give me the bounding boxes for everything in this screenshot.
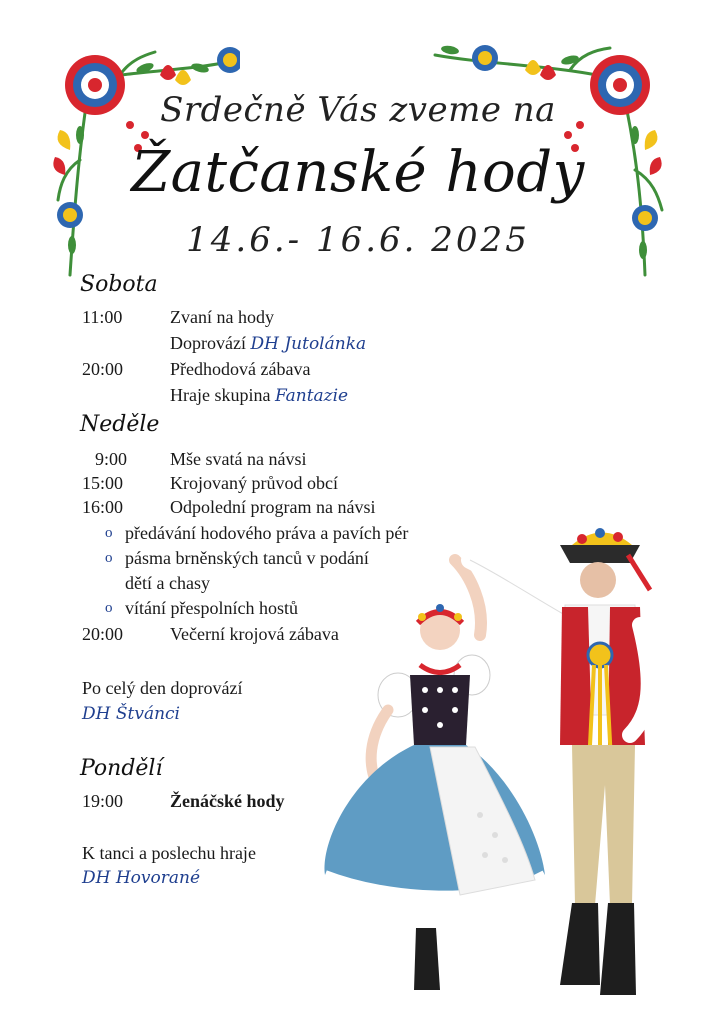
schedule-event-detail bbox=[170, 332, 366, 355]
schedule-time: 15:00 bbox=[82, 473, 124, 493]
band-name: DH Jutolánka bbox=[250, 334, 367, 354]
event-dates: 14.6.- 16.6. 2025 bbox=[186, 220, 530, 260]
event-title: Žatčanské hody bbox=[131, 140, 585, 205]
schedule-time: 19:00 bbox=[82, 791, 124, 811]
female-dancer bbox=[324, 560, 545, 990]
day-heading-saturday: Sobota bbox=[80, 272, 158, 297]
schedule-event: Odpolední program na návsi bbox=[170, 497, 376, 517]
accompaniment-label: Doprovází bbox=[170, 333, 246, 353]
band-name: Fantazie bbox=[274, 386, 349, 406]
schedule-time: 9:00 bbox=[95, 449, 128, 469]
schedule-time: 20:00 bbox=[82, 624, 124, 644]
schedule-event: Krojovaný průvod obcí bbox=[170, 473, 338, 493]
male-dancer bbox=[470, 528, 650, 995]
circle-bullet-icon: o bbox=[105, 600, 113, 616]
all-day-music-label: Po celý den doprovází bbox=[82, 678, 243, 698]
band-name: DH Hovorané bbox=[82, 868, 201, 888]
folk-dancers-illustration bbox=[310, 515, 690, 1015]
schedule-event: Předhodová zábava bbox=[170, 359, 311, 379]
program-item-text: dětí a chasy bbox=[125, 573, 210, 593]
schedule-event: Mše svatá na návsi bbox=[170, 449, 307, 469]
music-label: K tanci a poslechu hraje bbox=[82, 843, 256, 863]
schedule-event: Večerní krojová zábava bbox=[170, 624, 339, 644]
program-item-text: předávání hodového práva a pavích pér bbox=[125, 523, 409, 543]
accompaniment-label: Hraje skupina bbox=[170, 385, 271, 405]
day-heading-monday: Pondělí bbox=[80, 756, 163, 781]
circle-bullet-icon: o bbox=[105, 525, 113, 541]
invitation-line: Srdečně Vás zveme na bbox=[160, 90, 556, 130]
program-item-text: vítání přespolních hostů bbox=[125, 598, 298, 618]
day-heading-sunday: Neděle bbox=[80, 412, 160, 437]
schedule-event-detail bbox=[170, 384, 348, 407]
schedule-time: 16:00 bbox=[82, 497, 124, 517]
program-item-text: pásma brněnských tanců v podání bbox=[125, 548, 369, 568]
circle-bullet-icon: o bbox=[105, 550, 113, 566]
schedule-time: 20:00 bbox=[82, 359, 124, 379]
band-name: DH Štvánci bbox=[82, 704, 180, 724]
schedule-event: Ženáčské hody bbox=[170, 791, 285, 811]
schedule-event: Zvaní na hody bbox=[170, 307, 274, 327]
schedule-time: 11:00 bbox=[82, 307, 123, 327]
